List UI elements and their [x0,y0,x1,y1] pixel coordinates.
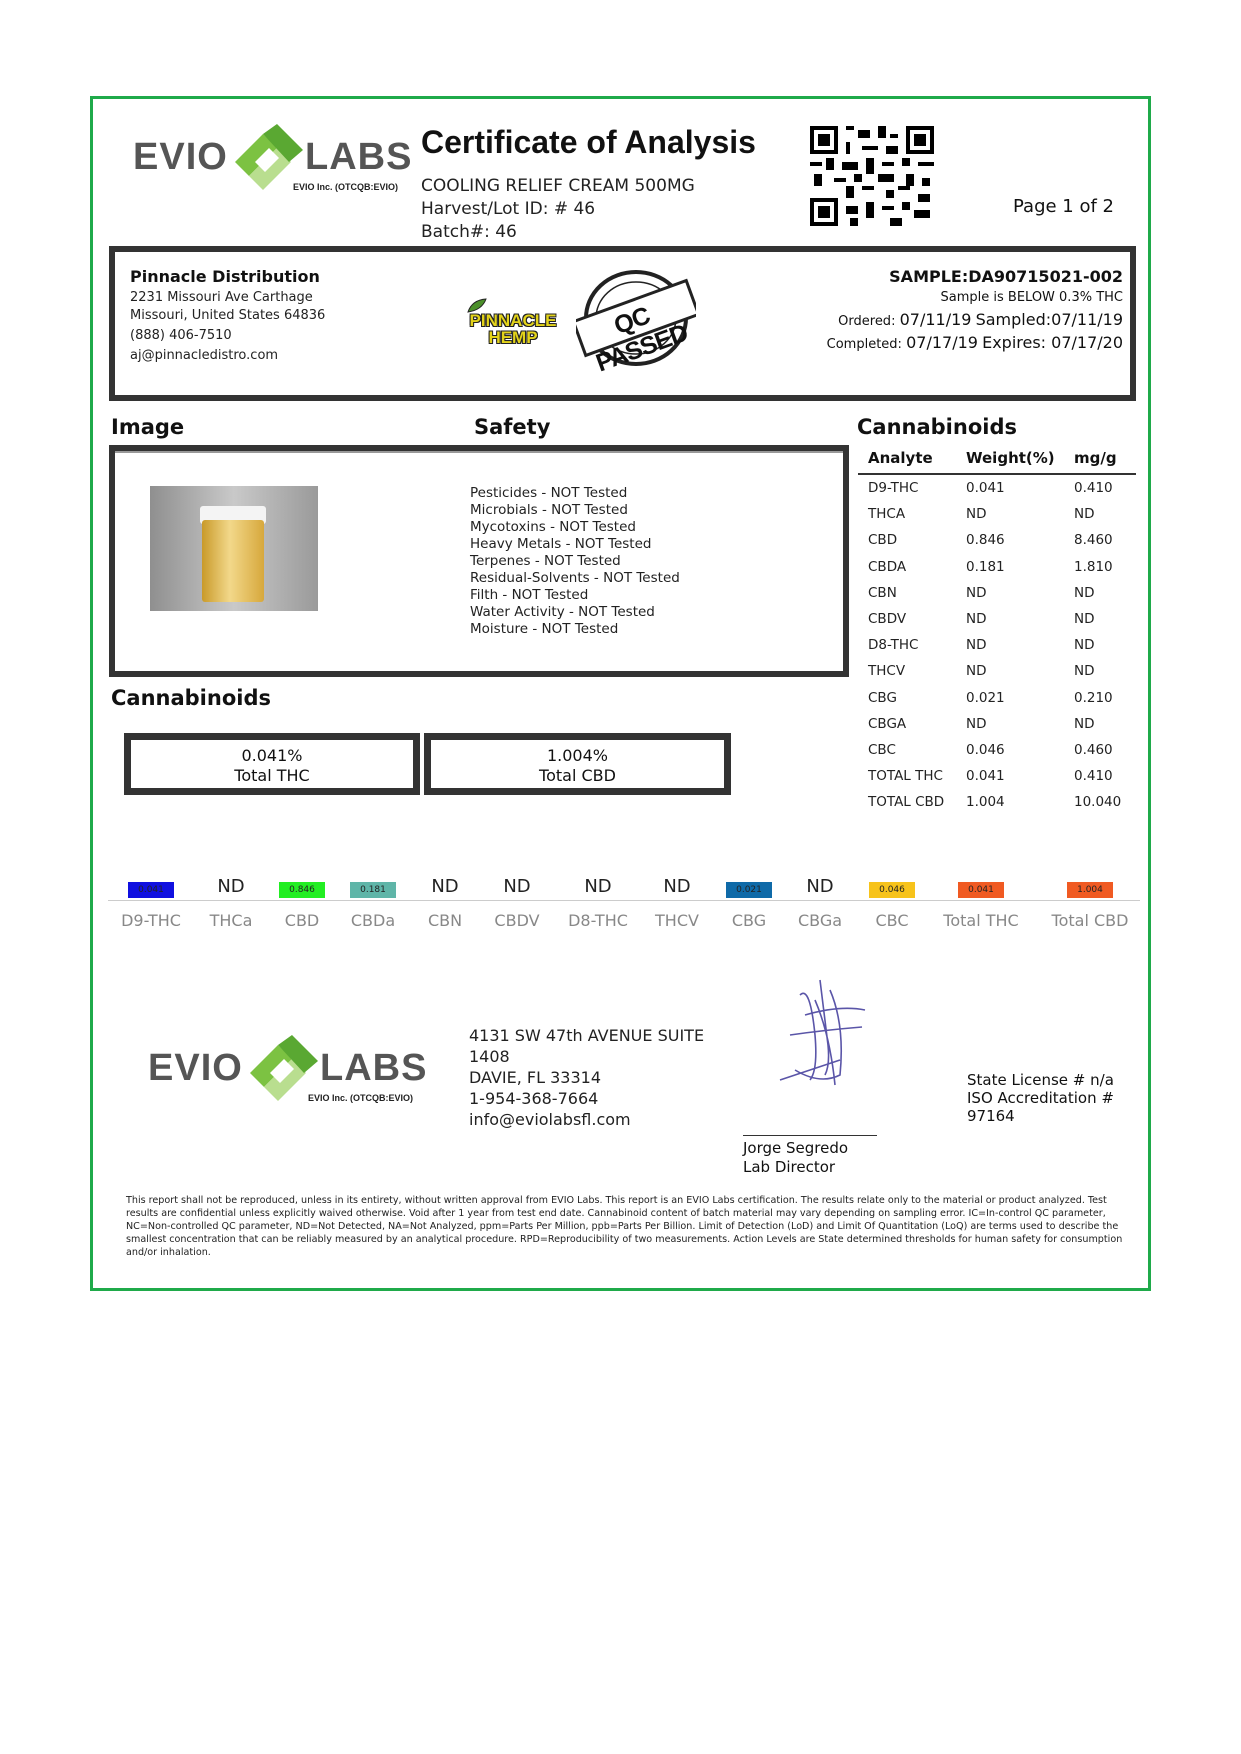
footer-logo-text-left: EVIO [148,1047,243,1089]
pinnacle-hemp-text: PINNACLE HEMP [469,311,557,347]
header-weight: Weight(%) [956,447,1064,474]
weight-cell: ND [966,637,987,654]
analyte-cell: THCV [868,663,906,680]
table-row [858,737,1136,763]
expires-date: Expires: 07/17/20 [982,333,1123,352]
chart-x-label: Total THC [943,911,1019,930]
safety-item: Filth - NOT Tested [470,587,589,603]
chart-x-label: D8-THC [568,911,628,930]
mgg-cell: 1.810 [1074,558,1113,575]
chart-bar: 0.846 [279,882,325,898]
total-cbd-label: Total CBD [539,766,616,785]
chart-x-label: CBGa [797,911,843,930]
mgg-cell: 0.210 [1074,689,1113,706]
sample-photo [150,486,318,611]
mgg-cell: 0.410 [1074,768,1113,785]
client-phone: (888) 406-7510 [130,328,232,343]
completed-label: Completed: [826,337,902,352]
table-header-row [858,447,1136,474]
mgg-cell: 0.460 [1074,741,1113,758]
weight-cell: 0.181 [966,558,1005,575]
chart-x-label: Total CBD [1051,911,1129,930]
ordered-label: Ordered: [838,314,896,329]
signature-line [743,1135,877,1136]
completed-expires-line [827,333,1123,352]
iso-accreditation: ISO Accreditation # [967,1089,1114,1107]
analyte-cell: CBN [868,584,897,601]
weight-cell: ND [966,506,987,523]
weight-cell: 0.041 [966,480,1005,497]
table-row [858,580,1136,606]
chart-baseline [108,900,1140,901]
ordered-date: 07/11/19 [899,310,972,329]
mgg-cell: ND [1074,715,1095,732]
state-license: State License # n/a [967,1071,1114,1089]
cannabinoids-heading: Cannabinoids [111,686,271,710]
chart-bar: 0.181 [350,882,396,898]
safety-item: Mycotoxins - NOT Tested [470,519,636,535]
safety-heading: Safety [474,415,551,439]
leaf-icon [466,298,488,314]
analyte-cell: CBD [868,532,898,549]
table-body [858,474,1136,815]
license-info [967,1071,1114,1125]
client-name: Pinnacle Distribution [130,267,320,286]
analyte-cell: TOTAL THC [868,768,943,785]
certificate-title: Certificate of Analysis [421,124,756,160]
table-row [858,632,1136,658]
table-row [858,789,1136,815]
client-address-line1: 2231 Missouri Ave Carthage [130,290,313,305]
mgg-cell: ND [1074,584,1095,601]
safety-item: Terpenes - NOT Tested [470,553,621,569]
table-row [858,501,1136,527]
table-row [858,554,1136,580]
chart-nd-label: ND [503,876,531,897]
chart-nd-label: ND [584,876,612,897]
safety-item: Microbials - NOT Tested [470,502,628,518]
analyte-cell: CBGA [868,715,907,732]
mgg-cell: ND [1074,663,1095,680]
address-email[interactable]: info@eviolabsfl.com [469,1110,631,1129]
cannabinoids-table-heading: Cannabinoids [857,415,1017,439]
analyte-cell: CBDV [868,611,907,628]
chart-x-label: D9-THC [121,911,181,930]
safety-item: Moisture - NOT Tested [470,621,619,637]
weight-cell: ND [966,715,987,732]
address-line: DAVIE, FL 33314 [469,1068,602,1087]
table-row [858,763,1136,789]
lab-address [469,1025,704,1130]
analyte-cell: D8-THC [868,637,919,654]
address-line: 1408 [469,1047,510,1066]
batch-number: Batch#: 46 [421,222,517,242]
sampled-date: Sampled:07/11/19 [975,310,1123,329]
mgg-cell: ND [1074,637,1095,654]
logo-text-right: LABS [305,136,413,178]
mgg-cell: 10.040 [1074,794,1122,811]
mgg-cell: 0.410 [1074,480,1113,497]
chart-bar: 0.021 [726,882,772,898]
signature-icon [770,975,870,1105]
signer-name: Jorge Segredo [743,1139,849,1157]
analyte-cell: CBDA [868,558,907,575]
chart-bar: 0.041 [128,882,174,898]
qc-passed-stamp [576,270,696,378]
chart-x-label: CBD [284,911,320,930]
chart-x-label: CBDa [350,911,396,930]
analyte-cell: CBC [868,741,896,758]
logo-text-left: EVIO [133,136,228,178]
table-row [858,606,1136,632]
footer-logo-text-right: LABS [320,1047,428,1089]
chart-nd-label: ND [806,876,834,897]
table-row [858,474,1136,501]
table-row [858,527,1136,553]
total-thc-box [124,733,420,795]
analyte-cell: D9-THC [868,480,919,497]
footer-logo-subtitle: EVIO Inc. (OTCQB:EVIO) [308,1093,414,1103]
product-name: COOLING RELIEF CREAM 500MG [421,176,695,196]
chart-x-label: CBDV [494,911,540,930]
chart-x-label: CBG [731,911,767,930]
client-email[interactable]: aj@pinnacledistro.com [130,348,279,363]
total-thc-label: Total THC [234,766,310,785]
signer-title: Lab Director [743,1158,836,1176]
thc-status: Sample is BELOW 0.3% THC [940,290,1123,305]
weight-cell: 0.046 [966,741,1005,758]
safety-item: Residual-Solvents - NOT Tested [470,570,680,586]
table-row [858,685,1136,711]
evio-logo [133,124,413,196]
weight-cell: 0.041 [966,768,1005,785]
chart-bar: 1.004 [1067,882,1113,898]
table-row [858,711,1136,737]
chart-x-label: THCV [655,911,699,930]
qr-code-icon[interactable] [810,126,934,226]
mgg-cell: ND [1074,611,1095,628]
chart-x-label: CBC [875,911,909,930]
image-heading: Image [111,415,185,439]
weight-cell: 0.021 [966,689,1005,706]
disclaimer: This report shall not be reproduced, unless in its entirety, without written approval from EVIO Labs. This report is an EVIO Labs certification. The results relate only to the material or product analyzed. Test results are confidential unless explicitly waived otherwise. Void after 1 year from test end date. Cannabinoid content of batch material may vary depending on sampling error. IC=In-control QC parameter, NC=Non-controlled QC parameter, ND=Not Detected, NA=Not Analyzed, ppm=Parts Per Million, ppb=Parts Per Billion. Limit of Detection (LoD) and Limit Of Quantitation (LoQ) are terms used to describe the smallest concentration that can be reliably measured by an analytical procedure. RPD=Reproducibility of two measurements. Action Levels are State determined thresholds for human safety for consumption and/or inhalation. [126,1195,1123,1258]
weight-cell: ND [966,611,987,628]
iso-number: 97164 [967,1107,1015,1125]
analyte-cell: THCA [868,506,906,523]
weight-cell: ND [966,663,987,680]
weight-cell: 1.004 [966,794,1005,811]
weight-cell: 0.846 [966,532,1005,549]
chart-bar: 0.046 [869,882,915,898]
stamp-text: QC PASSED [592,301,692,378]
chart-x-label: CBN [427,911,463,930]
ordered-sampled-line [838,310,1123,329]
address-line: 4131 SW 47th AVENUE SUITE [469,1026,705,1045]
chart-nd-label: ND [663,876,691,897]
logo-subtitle: EVIO Inc. (OTCQB:EVIO) [293,182,399,192]
safety-list [470,485,680,638]
chart-x-label: THCa [209,911,253,930]
jar-body [202,520,264,602]
client-address-line2: Missouri, United States 64836 [130,308,326,323]
header-mgg: mg/g [1064,447,1136,474]
analyte-cell: CBG [868,689,897,706]
header-analyte: Analyte [858,447,956,474]
safety-item: Water Activity - NOT Tested [470,604,655,620]
address-phone: 1-954-368-7664 [469,1089,599,1108]
safety-item: Heavy Metals - NOT Tested [470,536,652,552]
evio-logo-footer [148,1035,428,1107]
completed-date: 07/17/19 [906,333,978,352]
cannabinoids-table [858,447,1136,815]
total-cbd-box [424,733,731,795]
analyte-cell: TOTAL CBD [868,794,945,811]
mgg-cell: ND [1074,506,1095,523]
mgg-cell: 8.460 [1074,532,1113,549]
total-thc-value: 0.041% [241,746,303,765]
table-row [858,658,1136,684]
total-cbd-value: 1.004% [546,746,608,765]
chart-bar: 0.041 [958,882,1004,898]
signer [743,1139,848,1177]
sample-id: SAMPLE:DA90715021-002 [889,267,1123,286]
pinnacle-hemp-logo [458,300,568,352]
chart-nd-label: ND [217,876,245,897]
weight-cell: ND [966,584,987,601]
chart-nd-label: ND [431,876,459,897]
page-indicator: Page 1 of 2 [1013,196,1114,217]
harvest-lot-id: Harvest/Lot ID: # 46 [421,199,596,219]
safety-item: Pesticides - NOT Tested [470,485,628,501]
